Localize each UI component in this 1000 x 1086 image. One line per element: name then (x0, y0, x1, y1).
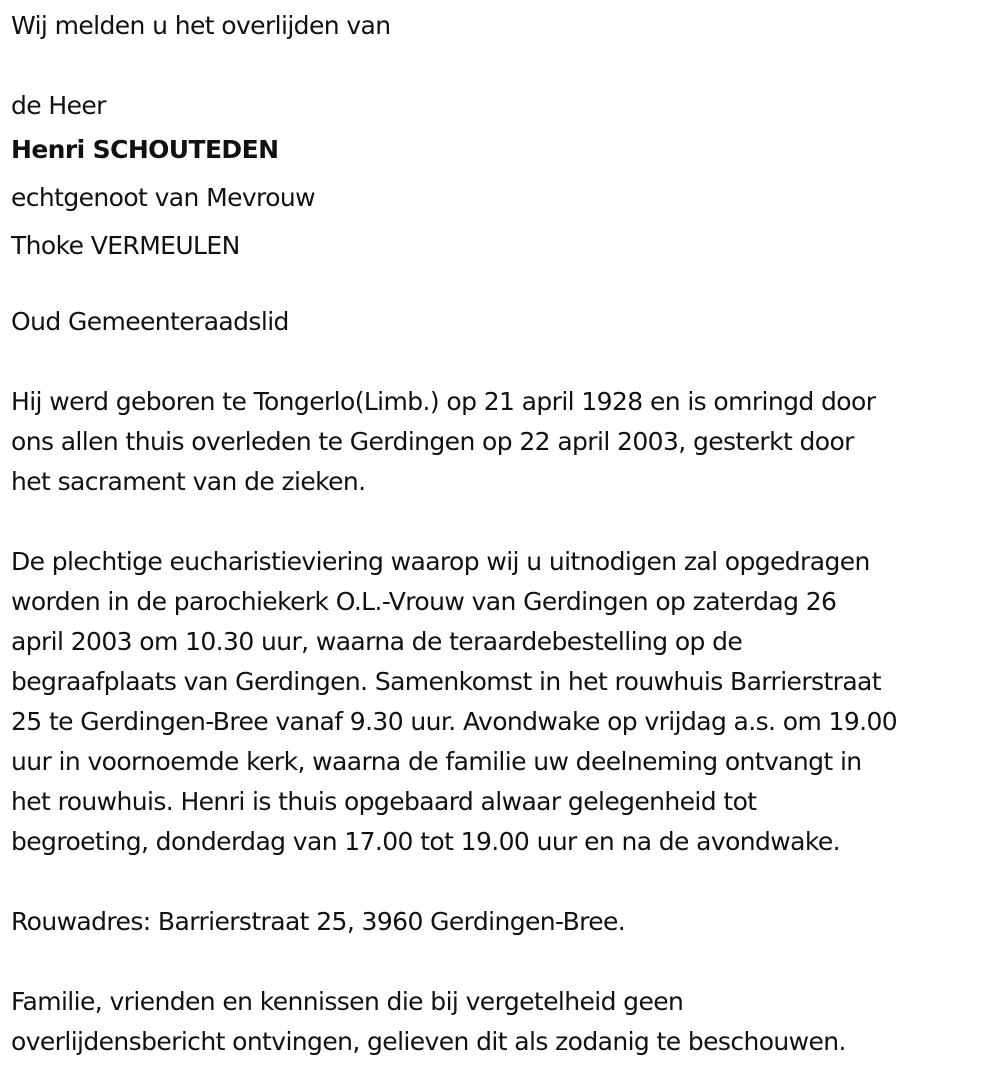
spacer (11, 270, 991, 302)
spacer (11, 46, 991, 86)
deceased-title: Oud Gemeenteraadslid (11, 307, 289, 336)
ceremony-line: begraafplaats van Gerdingen. Samenkomst in het rouwhuis Barrierstraat (11, 667, 881, 696)
ceremony-paragraph (11, 542, 991, 862)
spacer (11, 502, 991, 542)
intro-text: Wij melden u het overlijden van (11, 11, 391, 40)
spouse-name: Thoke VERMEULEN (11, 231, 240, 260)
ceremony-line: uur in voornoemde kerk, waarna de familie uw deelneming ontvangt in (11, 747, 862, 776)
ceremony-line: 25 te Gerdingen-Bree vanaf 9.30 uur. Avondwake op vrijdag a.s. om 19.00 (11, 707, 898, 736)
mourning-address: Rouwadres: Barrierstraat 25, 3960 Gerdingen-Bree. (11, 907, 626, 936)
ceremony-line: het rouwhuis. Henri is thuis opgebaard alwaar gelegenheid tot (11, 787, 757, 816)
salutation: de Heer (11, 91, 106, 120)
closing-line: overlijdensbericht ontvingen, gelieven dit als zodanig te beschouwen. (11, 1027, 846, 1056)
ceremony-line: april 2003 om 10.30 uur, waarna de teraardebestelling op de (11, 627, 743, 656)
spacer (11, 942, 991, 982)
ceremony-line: worden in de parochiekerk O.L.-Vrouw van Gerdingen op zaterdag 26 (11, 587, 837, 616)
deceased-name: Henri SCHOUTEDEN (11, 135, 279, 164)
ceremony-line: De plechtige eucharistieviering waarop wij u uitnodigen zal opgedragen (11, 547, 870, 576)
spacer (11, 342, 991, 382)
spouse-relation: echtgenoot van Mevrouw (11, 183, 315, 212)
biography-line: ons allen thuis overleden te Gerdingen op 22 april 2003, gesterkt door (11, 427, 854, 456)
closing-line: Familie, vrienden en kennissen die bij vergetelheid geen (11, 987, 684, 1016)
spacer (11, 862, 991, 902)
biography-paragraph (11, 382, 991, 502)
ceremony-line: begroeting, donderdag van 17.00 tot 19.00 uur en na de avondwake. (11, 827, 840, 856)
biography-line: het sacrament van de zieken. (11, 467, 366, 496)
biography-line: Hij werd geboren te Tongerlo(Limb.) op 21 april 1928 en is omringd door (11, 387, 876, 416)
closing-paragraph (11, 982, 991, 1062)
